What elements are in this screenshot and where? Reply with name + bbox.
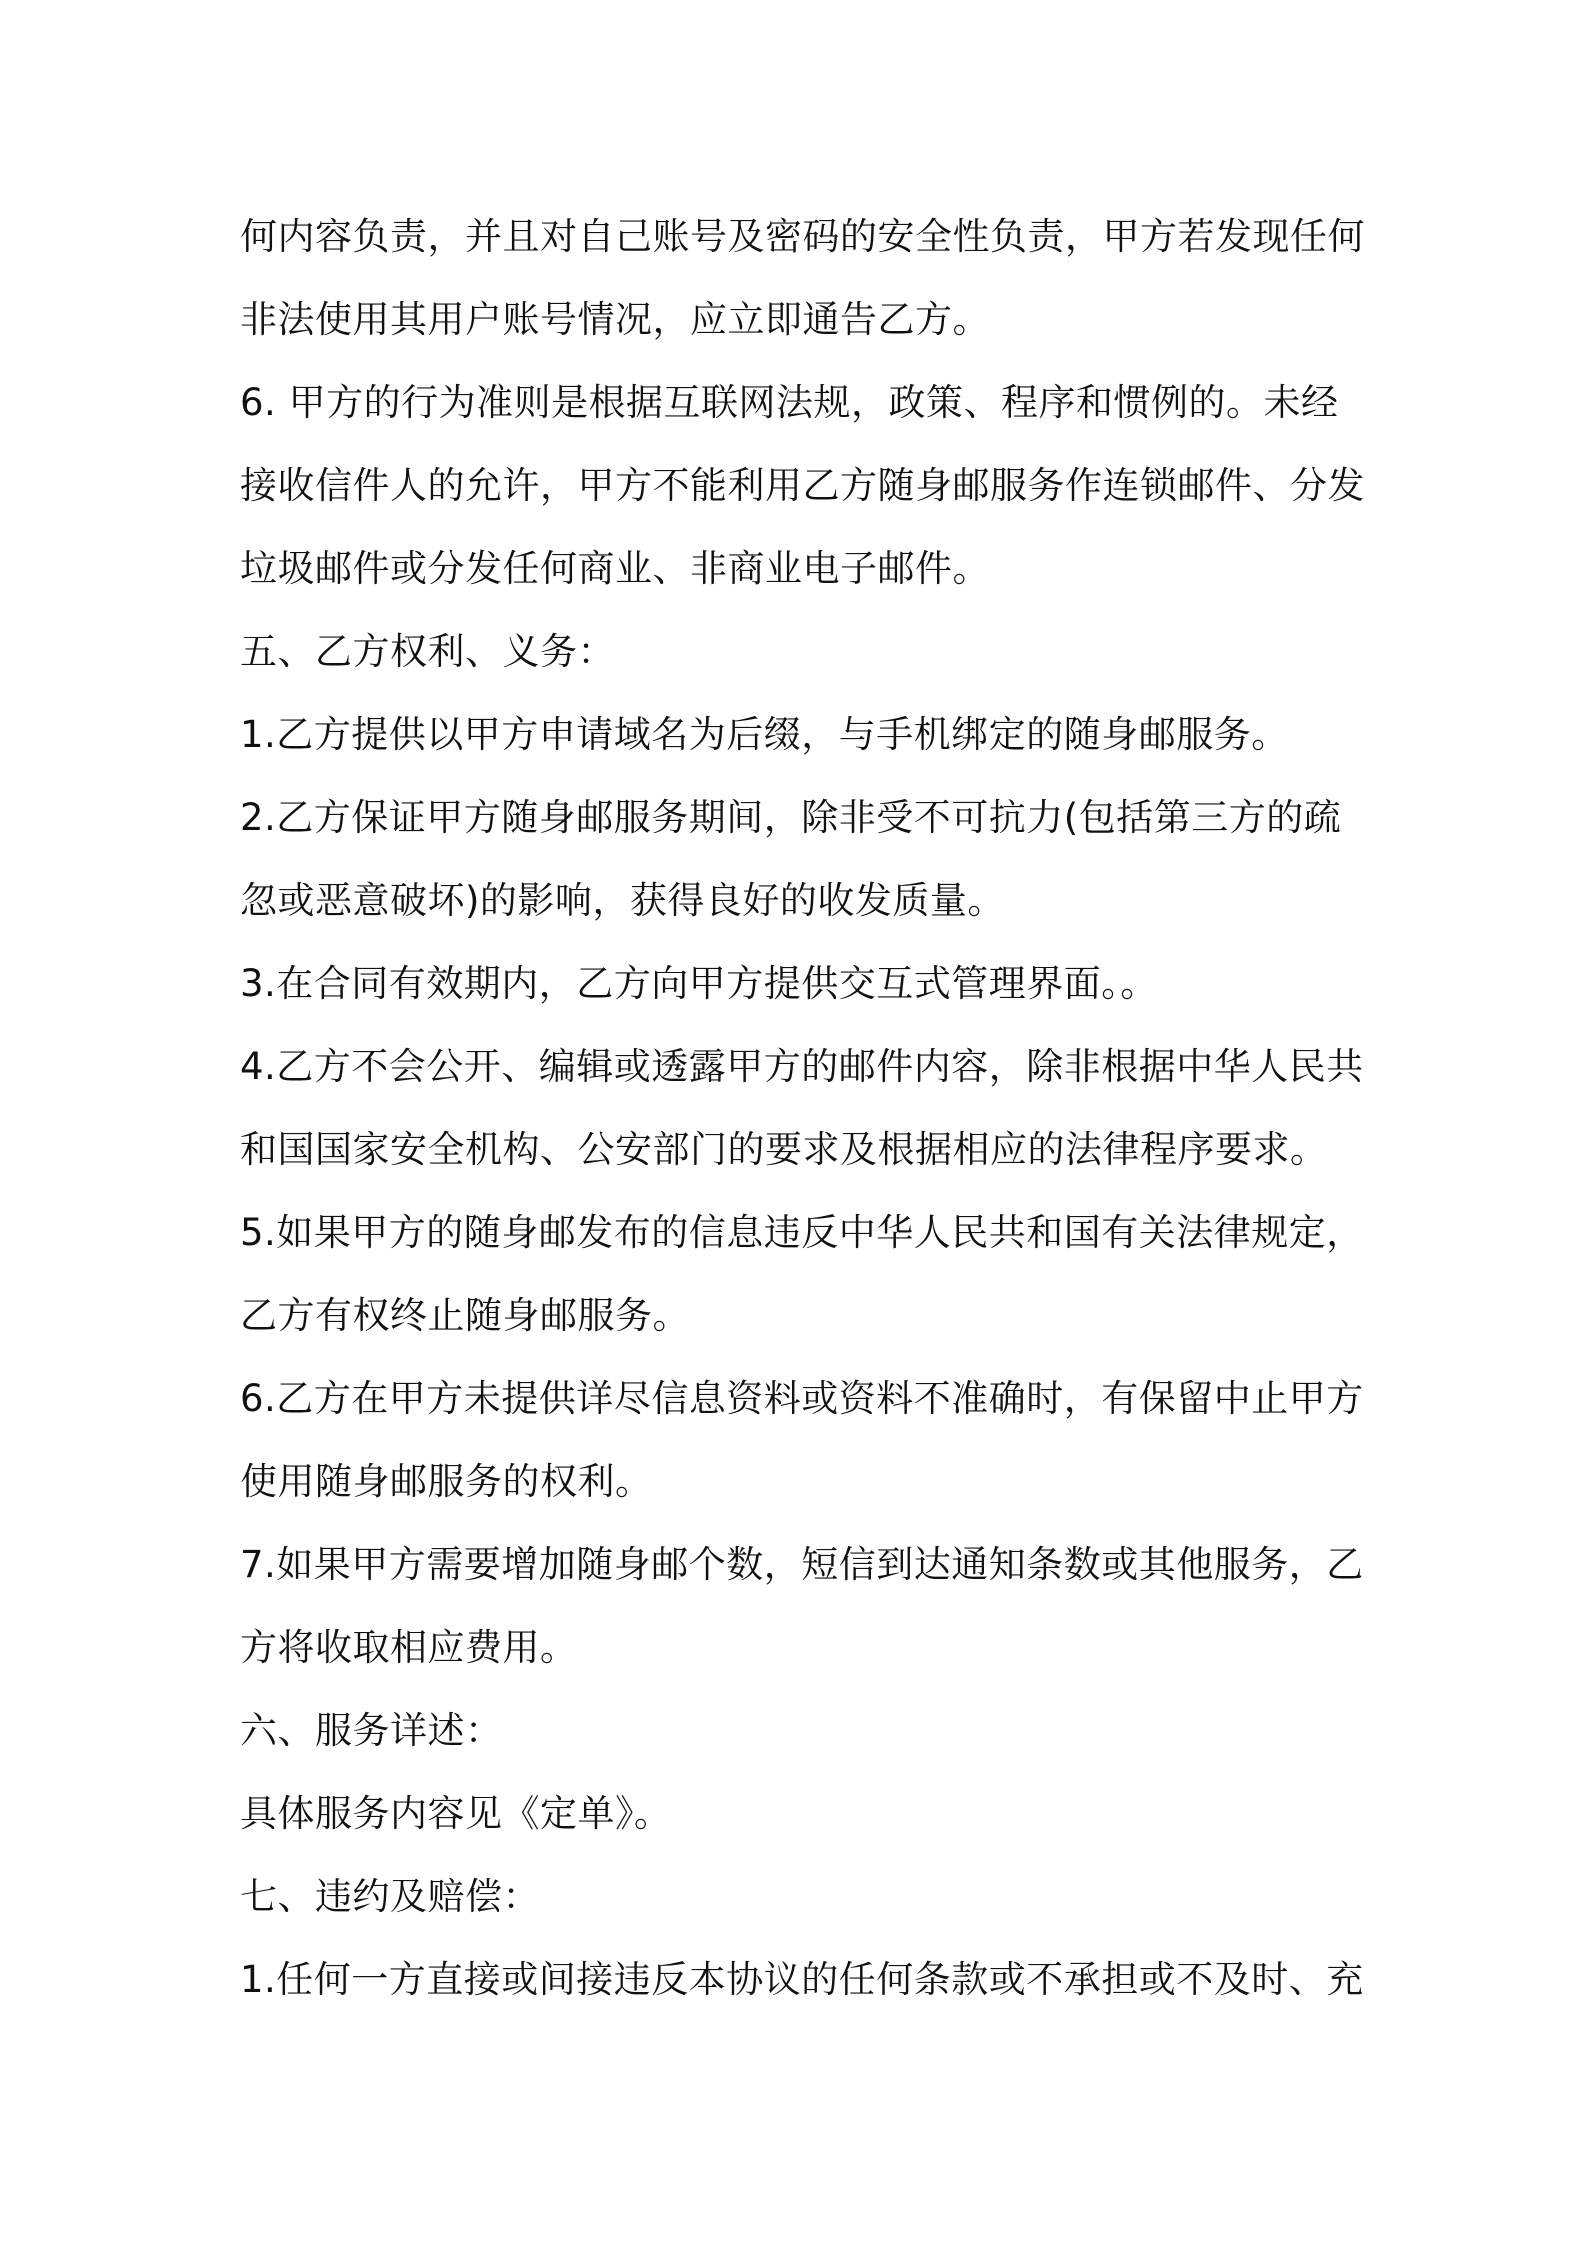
- text-line-10: 3.在合同有效期内，乙方向甲方提供交互式管理界面。。: [240, 962, 1158, 1005]
- text-line-9: 忽或恶意破坏)的影响，获得良好的收发质量。: [240, 879, 1005, 922]
- text-line-8: 2.乙方保证甲方随身邮服务期间，除非受不可抗力(包括第三方的疏: [240, 796, 1342, 839]
- text-line-11: 4.乙方不会公开、编辑或透露甲方的邮件内容，除非根据中华人民共: [240, 1045, 1364, 1088]
- text-line-18: 方将收取相应费用。: [240, 1626, 578, 1669]
- text-line-1: 何内容负责，并且对自己账号及密码的安全性负责，甲方若发现任何: [240, 215, 1365, 258]
- text-line-12: 和国国家安全机构、公安部门的要求及根据相应的法律程序要求。: [240, 1128, 1328, 1171]
- text-line-15: 6.乙方在甲方未提供详尽信息资料或资料不准确时，有保留中止甲方: [240, 1377, 1364, 1420]
- text-line-16: 使用随身邮服务的权利。: [240, 1460, 653, 1503]
- section-heading-6: 六、服务详述：: [240, 1709, 503, 1752]
- section-heading-5: 五、乙方权利、义务：: [240, 630, 615, 673]
- text-line-3: 6. 甲方的行为准则是根据互联网法规，政策、程序和惯例的。未经: [240, 381, 1339, 424]
- text-line-14: 乙方有权终止随身邮服务。: [240, 1294, 690, 1337]
- text-line-4: 接收信件人的允许，甲方不能利用乙方随身邮服务作连锁邮件、分发: [240, 464, 1365, 507]
- text-line-5: 垃圾邮件或分发任何商业、非商业电子邮件。: [240, 547, 990, 590]
- text-line-17: 7.如果甲方需要增加随身邮个数，短信到达通知条数或其他服务，乙: [240, 1543, 1364, 1586]
- document-body: [240, 195, 1365, 2021]
- text-line-7: 1.乙方提供以甲方申请域名为后缀，与手机绑定的随身邮服务。: [240, 713, 1289, 756]
- text-line-20: 具体服务内容见《定单》。: [240, 1792, 672, 1835]
- text-line-22: 1.任何一方直接或间接违反本协议的任何条款或不承担或不及时、充: [240, 1958, 1364, 2001]
- text-line-2: 非法使用其用户账号情况，应立即通告乙方。: [240, 298, 990, 341]
- text-line-13: 5.如果甲方的随身邮发布的信息违反中华人民共和国有关法律规定，: [240, 1211, 1364, 1254]
- section-heading-7: 七、违约及赔偿：: [240, 1875, 540, 1918]
